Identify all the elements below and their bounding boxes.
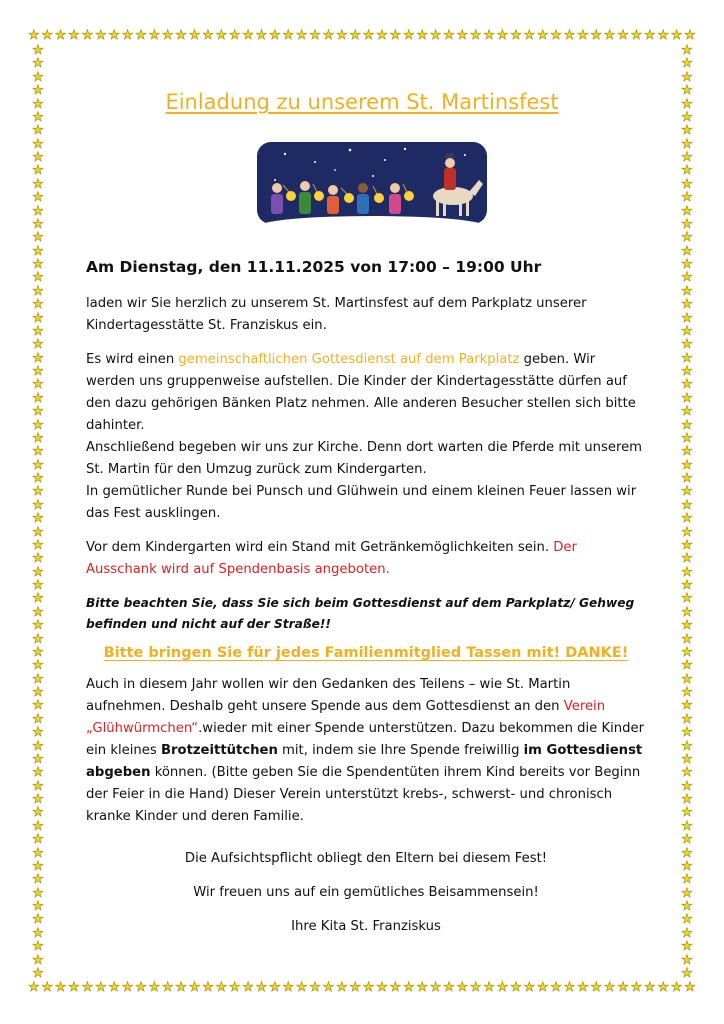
star-icon: ★ [175,28,187,43]
star-icon: ★ [617,28,629,43]
star-icon: ★ [681,537,693,553]
star-icon: ★ [536,28,549,43]
star-icon: ★ [32,270,44,286]
star-icon: ★ [255,28,268,43]
star-icon: ★ [32,939,44,955]
church-text: Anschließend begeben wir uns zur Kirche. Denn dort warten die Pferde mit unserem St. Martin für den Umzug zurück zum Kindergarten. [86,440,643,477]
star-icon: ★ [681,644,693,660]
star-icon: ★ [41,980,54,995]
drinks-text: Vor dem Kindergarten wird ein Stand mit Getränkemöglichkeiten sein. [86,540,554,555]
star-icon: ★ [681,618,693,634]
star-icon: ★ [68,28,80,43]
star-icon: ★ [32,537,44,553]
star-icon: ★ [681,832,693,848]
star-icon: ★ [681,310,693,326]
star-icon: ★ [630,28,643,43]
star-icon: ★ [32,257,44,272]
star-icon: ★ [681,965,693,981]
star-icon: ★ [28,980,40,995]
star-icon: ★ [322,28,335,43]
star-icon: ★ [681,417,693,433]
star-icon: ★ [681,109,693,125]
star-icon: ★ [681,792,693,807]
star-icon: ★ [335,28,348,43]
star-icon: ★ [32,243,44,259]
supervision-note: Die Aufsichtspflicht obliegt den Eltern bei diesem Fest! [184,851,548,866]
star-icon: ★ [81,28,94,43]
donation-text-c: mit, indem sie Ihre Spende freiwillig [277,743,524,758]
star-icon: ★ [188,28,201,43]
star-icon: ★ [681,69,693,85]
star-icon: ★ [269,28,281,43]
star-icon: ★ [681,845,693,861]
star-icon: ★ [335,980,348,995]
star-icon: ★ [32,551,44,567]
star-icon: ★ [443,980,455,995]
star-icon: ★ [496,28,509,43]
star-icon: ★ [577,980,589,995]
star-icon: ★ [681,698,693,714]
star-icon: ★ [681,364,693,379]
star-icon: ★ [681,952,693,968]
star-icon: ★ [681,885,693,901]
star-icon: ★ [32,123,44,139]
star-icon: ★ [32,818,44,834]
star-icon: ★ [28,28,40,43]
star-icon: ★ [32,109,44,125]
star-icon: ★ [282,28,295,43]
star-icon: ★ [32,484,44,500]
star-icon: ★ [32,792,44,807]
star-icon: ★ [657,28,670,43]
star-icon: ★ [228,28,241,43]
star-icon: ★ [175,980,187,995]
star-icon: ★ [681,377,693,393]
star-icon: ★ [681,551,693,567]
donation-text-a: Auch in diesem Jahr wollen wir den Gedanken des Teilens – wie St. Martin aufnehmen. Deshalb geht unsere Spende aus dem Gottesdienst an den [86,677,571,714]
star-icon: ★ [550,980,562,995]
closing-greeting: Wir freuen uns auf ein gemütliches Beisammensein! [193,885,539,900]
star-icon: ★ [32,56,44,72]
star-icon: ★ [32,136,44,152]
star-icon: ★ [202,28,214,43]
star-icon: ★ [32,604,44,620]
star-icon: ★ [681,484,693,500]
star-icon: ★ [630,980,643,995]
star-icon: ★ [681,243,693,259]
lantern-procession-illustration [255,140,489,238]
star-icon: ★ [32,858,44,874]
star-icon: ★ [32,685,44,700]
star-icon: ★ [376,980,388,995]
donation-text-d: können. (Bitte geben Sie die Spendentüten ihrem Kind bereits vor Beginn der Feier in die Hand) Dieser Verein unterstützt krebs-, schwerst- und chronisch kranke Kinder und deren Familie. [86,765,641,824]
star-icon: ★ [603,980,616,995]
star-icon: ★ [456,28,469,43]
star-icon: ★ [309,28,321,43]
star-icon: ★ [32,578,44,593]
star-icon: ★ [32,805,44,821]
star-icon: ★ [681,751,693,767]
star-icon: ★ [349,28,362,43]
star-icon: ★ [32,310,44,326]
donation-paragraph [86,674,646,828]
star-icon: ★ [295,980,308,995]
fire-text: In gemütlicher Runde bei Punsch und Glühwein und einem kleinen Feuer lassen wir das Fest ausklingen. [86,484,637,521]
star-icon: ★ [681,56,693,72]
star-icon: ★ [469,980,482,995]
star-icon: ★ [202,980,214,995]
star-icon: ★ [32,778,44,794]
star-icon: ★ [32,283,44,299]
star-icon: ★ [32,163,44,179]
donation-basis-highlight: Der Ausschank wird auf Spendenbasis angeboten. [86,540,577,577]
star-icon: ★ [32,912,44,928]
cups-reminder: Bitte bringen Sie für jedes Familienmitglied Tassen mit! DANKE! [103,645,629,661]
star-icon: ★ [32,230,44,246]
star-border-bottom [28,980,696,996]
star-icon: ★ [68,980,80,995]
star-icon: ★ [32,725,44,741]
star-icon: ★ [349,980,362,995]
star-icon: ★ [402,28,415,43]
star-icon: ★ [510,28,522,43]
star-icon: ★ [523,980,536,995]
star-icon: ★ [563,28,576,43]
star-icon: ★ [32,430,44,446]
star-icon: ★ [41,28,54,43]
star-icon: ★ [32,43,44,58]
star-icon: ★ [681,899,693,914]
star-icon: ★ [681,497,693,513]
star-icon: ★ [429,980,442,995]
star-icon: ★ [32,511,44,527]
star-icon: ★ [681,805,693,821]
service-highlight: gemeinschaftlichen Gottesdienst auf dem Parkplatz [178,352,520,367]
star-icon: ★ [376,28,388,43]
star-icon: ★ [681,564,693,580]
star-icon: ★ [32,350,44,366]
star-icon: ★ [681,216,693,232]
star-icon: ★ [603,28,616,43]
signature: Ihre Kita St. Franziskus [291,919,441,934]
star-icon: ★ [681,939,693,955]
star-icon: ★ [94,28,107,43]
brotzeit-bold: Brotzeittütchen [160,743,278,758]
star-icon: ★ [282,980,295,995]
star-icon: ★ [32,444,44,460]
star-icon: ★ [121,980,134,995]
star-icon: ★ [54,980,67,995]
star-icon: ★ [681,778,693,794]
star-icon: ★ [32,952,44,968]
star-icon: ★ [108,980,120,995]
star-icon: ★ [32,965,44,981]
star-icon: ★ [32,698,44,714]
star-icon: ★ [681,631,693,647]
star-icon: ★ [309,980,321,995]
star-icon: ★ [32,751,44,767]
star-icon: ★ [681,390,693,406]
star-icon: ★ [402,980,415,995]
star-border-top [28,28,696,44]
star-icon: ★ [670,980,683,995]
star-icon: ★ [563,980,576,995]
star-icon: ★ [681,404,693,420]
star-icon: ★ [681,457,693,473]
star-icon: ★ [681,925,693,941]
star-icon: ★ [681,96,693,112]
star-icon: ★ [643,28,656,43]
star-icon: ★ [94,980,107,995]
star-icon: ★ [416,28,428,43]
star-icon: ★ [681,323,693,339]
star-icon: ★ [590,28,603,43]
star-icon: ★ [483,980,495,995]
star-icon: ★ [148,28,161,43]
star-icon: ★ [32,832,44,848]
star-icon: ★ [32,564,44,580]
service-text-end: geben. Wir werden uns gruppenweise aufstellen. Die Kinder der Kindertagesstätte dürfen auf den dazu gehörigen Bänken Platz nehmen. Alle anderen Besucher stellen sich bitte dahinter. [86,352,636,433]
star-icon: ★ [681,604,693,620]
star-icon: ★ [681,738,693,754]
star-icon: ★ [161,28,174,43]
star-icon: ★ [681,471,693,486]
star-icon: ★ [681,136,693,152]
star-border-right [679,44,695,980]
star-icon: ★ [550,28,562,43]
star-icon: ★ [617,980,629,995]
star-icon: ★ [32,899,44,914]
star-icon: ★ [108,28,120,43]
star-icon: ★ [670,28,683,43]
star-icon: ★ [681,163,693,179]
star-icon: ★ [188,980,201,995]
star-icon: ★ [681,297,693,313]
invitation-body [86,258,646,950]
star-icon: ★ [681,337,693,353]
star-icon: ★ [121,28,134,43]
star-icon: ★ [523,28,536,43]
star-icon: ★ [389,28,402,43]
star-icon: ★ [681,685,693,700]
page-title: Einladung zu unserem St. Martinsfest [165,90,559,114]
star-icon: ★ [32,203,44,219]
star-icon: ★ [32,216,44,232]
star-icon: ★ [32,845,44,861]
star-icon: ★ [681,912,693,928]
star-icon: ★ [32,83,44,99]
star-icon: ★ [32,404,44,420]
star-icon: ★ [681,591,693,607]
star-icon: ★ [32,671,44,687]
star-icon: ★ [32,524,44,540]
star-icon: ★ [681,658,693,674]
star-icon: ★ [681,858,693,874]
donation-text-b: .wieder mit einer Spende unterstützen. Dazu bekommen die Kinder ein kleines [86,721,645,758]
star-icon: ★ [215,28,228,43]
star-icon: ★ [681,270,693,286]
star-icon: ★ [681,257,693,272]
drinks-paragraph [86,537,646,581]
star-icon: ★ [32,644,44,660]
star-icon: ★ [32,377,44,393]
star-icon: ★ [681,230,693,246]
safety-notice: Bitte beachten Sie, dass Sie sich beim Gottesdienst auf dem Parkplatz/ Gehweg befinden und nicht auf der Straße!! [86,596,635,631]
star-border-left [30,44,46,980]
star-icon: ★ [681,671,693,687]
star-icon: ★ [148,980,161,995]
star-icon: ★ [32,618,44,634]
star-icon: ★ [681,176,693,192]
star-icon: ★ [681,725,693,741]
star-icon: ★ [32,69,44,85]
service-text-start: Es wird einen [86,352,179,367]
star-icon: ★ [456,980,469,995]
star-icon: ★ [32,497,44,513]
star-icon: ★ [577,28,589,43]
star-icon: ★ [32,591,44,607]
star-icon: ★ [32,885,44,901]
star-icon: ★ [32,190,44,206]
star-icon: ★ [684,28,696,43]
star-icon: ★ [416,980,428,995]
intro-paragraph: laden wir Sie herzlich zu unserem St. Martinsfest auf dem Parkplatz unserer Kindertagesstätte St. Franziskus ein. [86,296,587,333]
star-icon: ★ [681,430,693,446]
star-icon: ★ [510,980,522,995]
star-icon: ★ [269,980,281,995]
star-icon: ★ [242,980,254,995]
star-icon: ★ [681,524,693,540]
verein-highlight: Verein „Glühwürmchen“ [86,699,606,736]
star-icon: ★ [681,444,693,460]
star-icon: ★ [681,872,693,888]
star-icon: ★ [32,872,44,888]
star-icon: ★ [215,980,228,995]
star-icon: ★ [32,96,44,112]
star-icon: ★ [389,980,402,995]
star-icon: ★ [135,28,147,43]
star-icon: ★ [32,765,44,781]
star-icon: ★ [295,28,308,43]
star-icon: ★ [681,765,693,781]
star-icon: ★ [54,28,67,43]
star-icon: ★ [32,738,44,754]
star-icon: ★ [681,350,693,366]
star-icon: ★ [32,297,44,313]
star-icon: ★ [684,980,696,995]
event-date-line: Am Dienstag, den 11.11.2025 von 17:00 – 19:00 Uhr [86,258,542,276]
star-icon: ★ [643,980,656,995]
star-icon: ★ [32,471,44,486]
star-icon: ★ [681,283,693,299]
star-icon: ★ [657,980,670,995]
star-icon: ★ [81,980,94,995]
star-icon: ★ [681,711,693,727]
star-icon: ★ [228,980,241,995]
star-icon: ★ [681,83,693,99]
star-icon: ★ [32,323,44,339]
star-icon: ★ [362,980,375,995]
star-icon: ★ [681,818,693,834]
star-icon: ★ [590,980,603,995]
star-icon: ★ [32,417,44,433]
star-icon: ★ [536,980,549,995]
star-icon: ★ [32,711,44,727]
star-icon: ★ [443,28,455,43]
star-icon: ★ [255,980,268,995]
star-icon: ★ [681,511,693,527]
star-icon: ★ [483,28,495,43]
star-icon: ★ [681,150,693,165]
star-icon: ★ [681,190,693,206]
star-icon: ★ [32,150,44,165]
star-icon: ★ [135,980,147,995]
star-icon: ★ [242,28,254,43]
star-icon: ★ [322,980,335,995]
star-icon: ★ [32,390,44,406]
star-icon: ★ [681,123,693,139]
star-icon: ★ [32,925,44,941]
service-paragraph [86,349,646,525]
star-icon: ★ [681,203,693,219]
star-icon: ★ [681,578,693,593]
star-icon: ★ [362,28,375,43]
star-icon: ★ [32,176,44,192]
star-icon: ★ [32,658,44,674]
star-icon: ★ [32,457,44,473]
star-icon: ★ [469,28,482,43]
gottesdienst-bold: im Gottesdienst abgeben [86,743,643,780]
star-icon: ★ [32,631,44,647]
star-icon: ★ [32,364,44,379]
star-icon: ★ [429,28,442,43]
star-icon: ★ [496,980,509,995]
star-icon: ★ [161,980,174,995]
star-icon: ★ [681,43,693,58]
star-icon: ★ [32,337,44,353]
